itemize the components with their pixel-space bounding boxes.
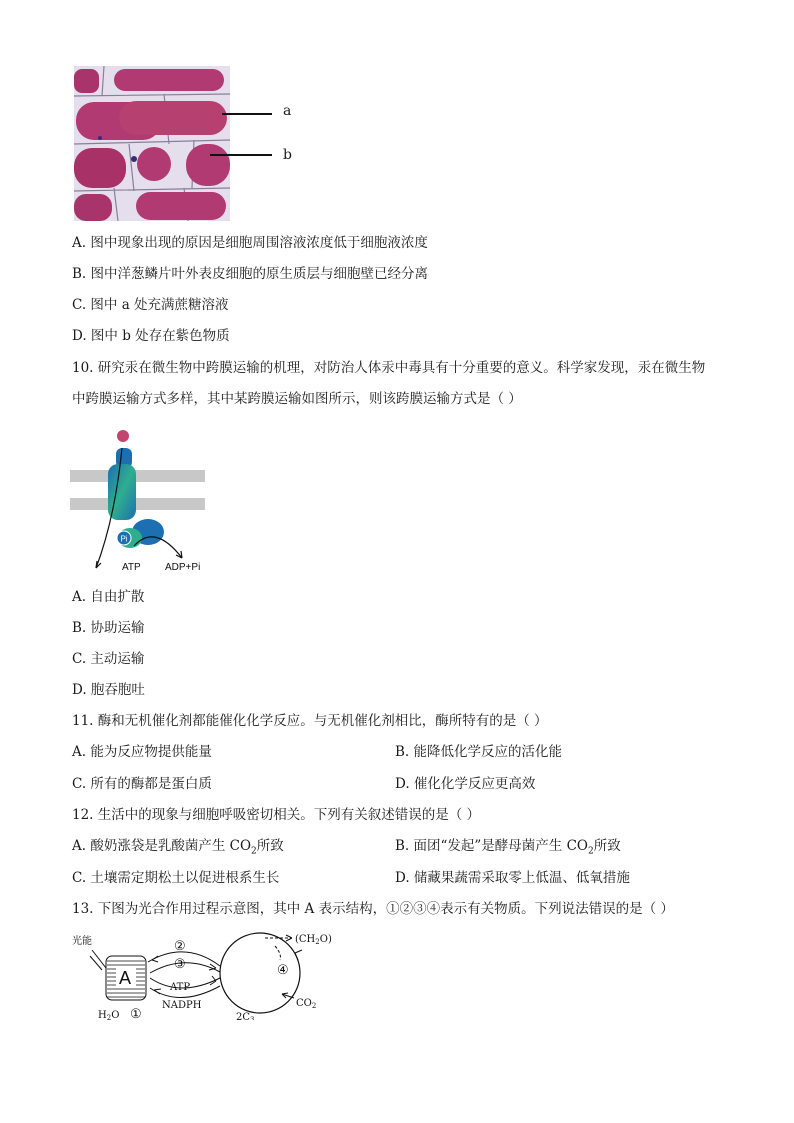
q10-stem-line2: 中跨膜运输方式多样，其中某跨膜运输如图所示，则该跨膜运输方式是（ ） xyxy=(72,391,522,407)
q9-option-a: A. 图中现象出现的原因是细胞周围溶液浓度低于细胞液浓度 xyxy=(72,235,428,251)
q11-option-d: D. 催化化学反应更高效 xyxy=(395,776,536,792)
structure-a-label: A xyxy=(119,968,132,988)
light-label: 光能 xyxy=(72,936,92,947)
q10-option-a: A. 自由扩散 xyxy=(72,589,145,605)
q12-option-a xyxy=(72,837,284,861)
q10-option-d: D. 胞吞胞吐 xyxy=(72,682,145,698)
q12-b-text: B. 面团“发起”是酵母菌产生 CO xyxy=(395,838,588,854)
q12-stem: 12. 生活中的现象与细胞呼吸密切相关。下列有关叙述错误的是（ ） xyxy=(72,807,481,823)
pi-label: Pi xyxy=(120,534,128,544)
q10-stem-line1: 10. 研究汞在微生物中跨膜运输的机理，对防治人体汞中毒具有十分重要的意义。科学家发现，汞在微生物 xyxy=(72,360,706,376)
q12-b-post: 所致 xyxy=(593,838,621,854)
plasmolysis-micrograph xyxy=(74,66,230,221)
ch2o-label: $(CH_2O)$ xyxy=(295,934,332,946)
substance-4-label: ④ xyxy=(277,963,289,978)
label-line-a xyxy=(222,113,272,115)
q11-option-a: A. 能为反应物提供能量 xyxy=(72,744,212,760)
substance-2-label: ② xyxy=(174,939,186,954)
q10-option-c: C. 主动运输 xyxy=(72,651,145,667)
micrograph-svg xyxy=(74,66,230,221)
q12-option-c: C. 土壤需定期松土以促进根系生长 xyxy=(72,870,280,886)
fig-label-a: a xyxy=(283,103,292,119)
substance-1-label: ① xyxy=(130,1007,142,1020)
q12-option-d: D. 储藏果蔬需采取零上低温、低氧措施 xyxy=(395,870,630,886)
q9-option-c: C. 图中 a 处充满蔗糖溶液 xyxy=(72,297,229,313)
q9-option-b: B. 图中洋葱鳞片叶外表皮细胞的原生质层与细胞壁已经分离 xyxy=(72,266,429,282)
q9-option-d: D. 图中 b 处存在紫色物质 xyxy=(72,328,230,344)
fig-label-b: b xyxy=(283,147,292,163)
q11-stem: 11. 酶和无机催化剂都能催化化学反应。与无机催化剂相比，酶所特有的是（ ） xyxy=(72,713,548,729)
q12-a-text: A. 酸奶涨袋是乳酸菌产生 CO xyxy=(72,838,252,854)
nadph-label: NADPH xyxy=(162,1000,202,1011)
q13-stem: 13. 下图为光合作用过程示意图，其中 A 表示结构，①②③④表示有关物质。下列说法错误的是（ ） xyxy=(72,901,674,917)
q12-a-post: 所致 xyxy=(256,838,284,854)
q12-b-sub: 2 xyxy=(588,846,594,857)
q11-option-c: C. 所有的酶都是蛋白质 xyxy=(72,776,212,792)
q12-a-sub: 2 xyxy=(251,846,257,857)
atp-label-13: ATP xyxy=(170,982,191,993)
transport-figure xyxy=(70,428,210,578)
h2o-label: $H_2O$ xyxy=(98,1010,120,1020)
adp-label: ADP+Pi xyxy=(165,562,201,573)
transport-svg xyxy=(70,428,210,578)
photosynthesis-diagram xyxy=(70,928,360,1020)
co2-label: $CO_2$ xyxy=(296,998,317,1010)
label-line-b xyxy=(210,154,272,156)
atp-label: ATP xyxy=(122,562,141,573)
q10-option-b: B. 协助运输 xyxy=(72,620,145,636)
substance-3-label: ③ xyxy=(174,957,186,972)
q11-option-b: B. 能降低化学反应的活化能 xyxy=(395,744,563,760)
c3-label: $2C_3$ xyxy=(236,1012,255,1020)
photosynthesis-svg xyxy=(70,928,360,1020)
q12-option-b xyxy=(395,837,621,861)
